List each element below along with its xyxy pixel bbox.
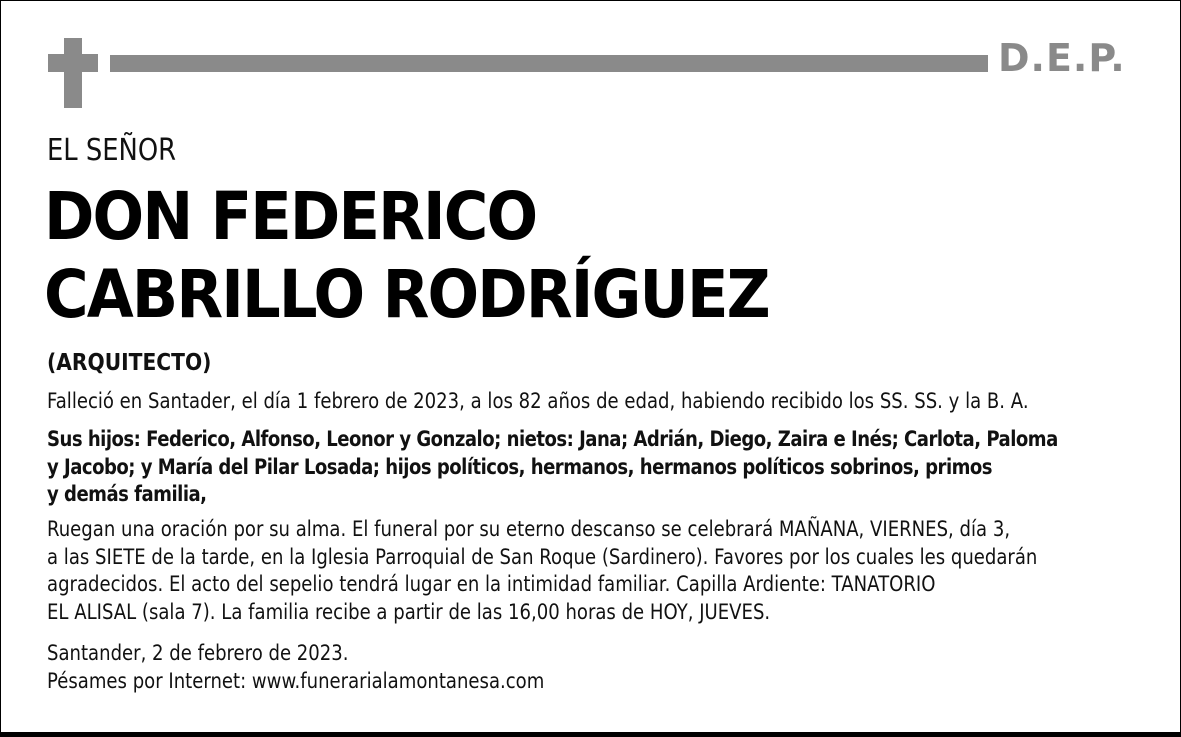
cross-icon-bar bbox=[48, 54, 98, 72]
profession: (ARQUITECTO) bbox=[47, 350, 212, 376]
family-list bbox=[47, 426, 1058, 509]
funeral-line: a las SIETE de la tarde, en la Iglesia Parroquial de San Roque (Sardinero). Favores por los cuales les quedarán bbox=[47, 544, 1038, 569]
funeral-line: agradecidos. El acto del sepelio tendrá lugar en la intimidad familiar. Capilla Ardiente: TANATORIO bbox=[47, 572, 936, 596]
funeral-details bbox=[47, 516, 1037, 626]
family-line: y demás familia, bbox=[47, 482, 207, 506]
family-line: y Jacobo; y María del Pilar Losada; hijos políticos, hermanos, hermanos políticos sobrinos, primos bbox=[47, 454, 993, 479]
condolences bbox=[47, 668, 544, 696]
place-date-text: Santander, 2 de febrero de 2023. bbox=[47, 641, 349, 665]
family-line: Sus hijos: Federico, Alfonso, Leonor y Gonzalo; nietos: Jana; Adrián, Diego, Zaira e Inés; Carlota, Paloma bbox=[47, 427, 1058, 451]
funeral-line: EL ALISAL (sala 7). La familia recibe a partir de las 16,00 horas de HOY, JUEVES. bbox=[47, 599, 771, 624]
deceased-name-line-2: CABRILLO RODRÍGUEZ bbox=[44, 256, 769, 333]
title-prefix: EL SEÑOR bbox=[47, 133, 177, 168]
header-rule bbox=[110, 55, 988, 72]
deceased-name-line-1: DON FEDERICO bbox=[44, 178, 537, 255]
cross-icon bbox=[64, 38, 82, 108]
death-announcement bbox=[47, 388, 1029, 416]
condolences-text: Pésames por Internet: www.funerarialamontanesa.com bbox=[47, 669, 545, 693]
funeral-line: Ruegan una oración por su alma. El funeral por su eterno descanso se celebrará MAÑANA, VIERNES, día 3, bbox=[47, 517, 1011, 541]
place-date bbox=[47, 640, 349, 668]
death-text: Falleció en Santader, el día 1 febrero de 2023, a los 82 años de edad, habiendo recibido los SS. SS. y la B. A. bbox=[47, 389, 1029, 413]
dep-label: D.E.P. bbox=[998, 36, 1126, 80]
